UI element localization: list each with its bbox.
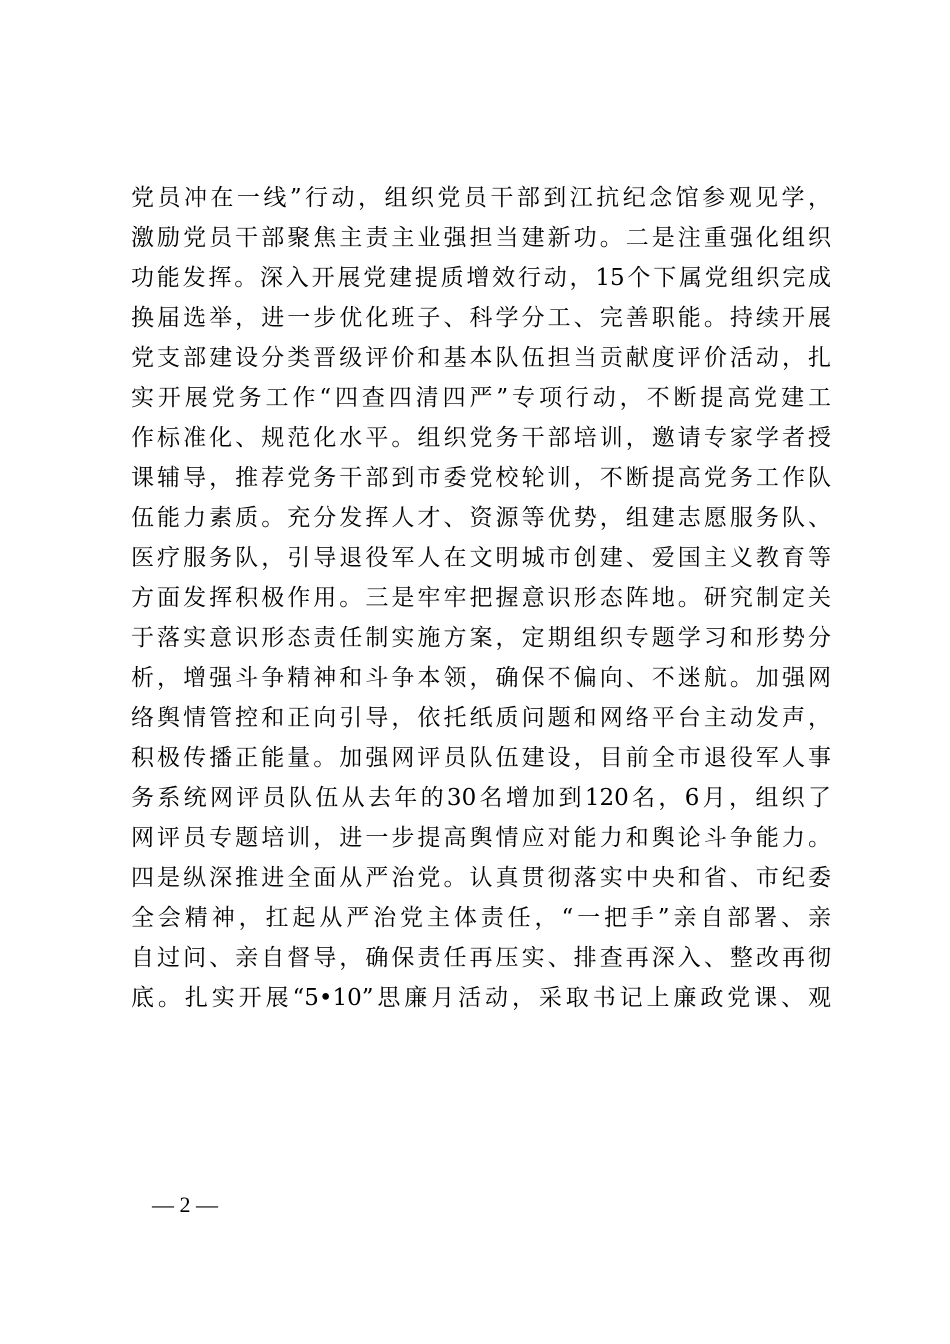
text-line: 积极传播正能量。加强网评员队伍建设，目前全市退役军人事: [131, 745, 831, 771]
text-line: 析，增强斗争精神和斗争本领，确保不偏向、不迷航。加强网: [131, 665, 831, 691]
text-line: 自过问、亲自督导，确保责任再压实、排查再深入、整改再彻: [131, 945, 831, 971]
text-line: 激励党员干部聚焦主责主业强担当建新功。二是注重强化组织: [131, 225, 831, 251]
text-line: 于落实意识形态责任制实施方案，定期组织专题学习和形势分: [131, 625, 831, 651]
text-line: 功能发挥。深入开展党建提质增效行动，15个下属党组织完成: [131, 265, 831, 291]
text-line: 底。扎实开展“5•10”思廉月活动，采取书记上廉政党课、观: [131, 985, 831, 1011]
text-line: 伍能力素质。充分发挥人才、资源等优势，组建志愿服务队、: [131, 505, 831, 531]
text-line: 作标准化、规范化水平。组织党务干部培训，邀请专家学者授: [131, 425, 831, 451]
text-line: 网评员专题培训，进一步提高舆情应对能力和舆论斗争能力。: [131, 825, 831, 851]
text-line: 方面发挥积极作用。三是牢牢把握意识形态阵地。研究制定关: [131, 585, 831, 611]
body-paragraph: [131, 178, 831, 1018]
text-line: 四是纵深推进全面从严治党。认真贯彻落实中央和省、市纪委: [131, 865, 831, 891]
page-number: — 2 —: [152, 1192, 218, 1217]
text-line: 课辅导，推荐党务干部到市委党校轮训，不断提高党务工作队: [131, 465, 831, 491]
text-line: 党员冲在一线”行动，组织党员干部到江抗纪念馆参观见学，: [131, 185, 831, 211]
text-line: 络舆情管控和正向引导，依托纸质问题和网络平台主动发声，: [131, 705, 831, 731]
text-line: 实开展党务工作“四查四清四严”专项行动，不断提高党建工: [131, 385, 831, 411]
text-line: 全会精神，扛起从严治党主体责任，“一把手”亲自部署、亲: [131, 905, 831, 931]
text-line: 务系统网评员队伍从去年的30名增加到120名，6月，组织了: [131, 785, 831, 811]
text-line: 医疗服务队，引导退役军人在文明城市创建、爱国主义教育等: [131, 545, 831, 571]
text-line: 党支部建设分类晋级评价和基本队伍担当贡献度评价活动，扎: [131, 345, 831, 371]
text-line: 换届选举，进一步优化班子、科学分工、完善职能。持续开展: [131, 305, 831, 331]
